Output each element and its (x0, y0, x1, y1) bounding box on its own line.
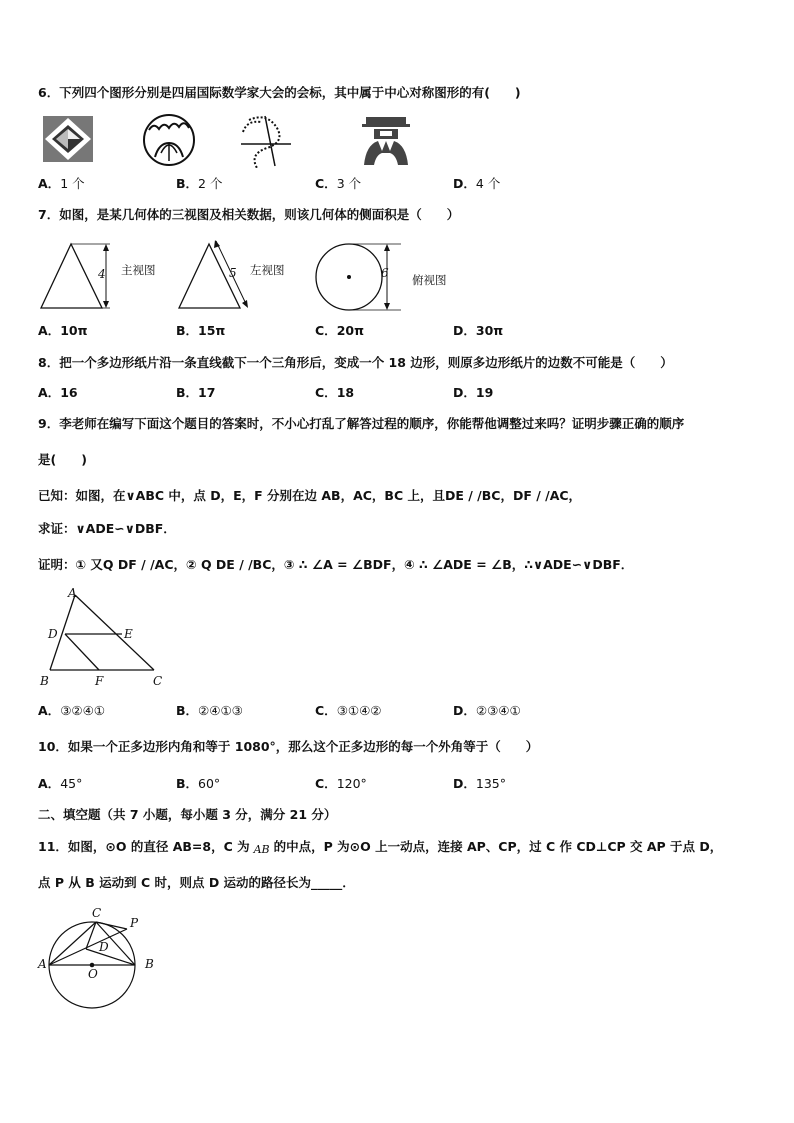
q11-label-c: C (92, 906, 102, 920)
q7-left-label: 左视图 (250, 263, 285, 277)
q9-label-a: A (68, 586, 77, 600)
q6-text: 6．下列四个图形分别是四届国际数学家大会的会标，其中属于中心对称图形的有( ) (38, 85, 521, 100)
q9-label-c: C (153, 674, 163, 688)
q7-option-b[interactable]: B．15π (176, 323, 226, 338)
q9-given: 已知：如图，在∨ABC 中，点 D，E，F 分别在边 AB，AC，BC 上，且DE / /BC，DF / /AC， (38, 488, 582, 503)
q9-proof: 证明：① 又Q DF / /AC，② Q DE / /BC，③ ∴ ∠A = ∠BDF，④ ∴ ∠ADE = ∠B，∴∨ADE∽∨DBF． (38, 557, 634, 572)
q9-prove: 求证：∨ADE∽∨DBF． (38, 521, 176, 536)
arc-ab: AB (253, 843, 270, 856)
q11-label-o: O (88, 967, 98, 981)
q9-option-a[interactable]: A．③②④① (38, 703, 106, 718)
q9-line2: 是( ) (38, 452, 87, 467)
q7-top-label: 俯视图 (412, 273, 447, 287)
q9-label-e: E (124, 627, 133, 641)
q8-text: 8．把一个多边形纸片沿一条直线截下一个三角形后，变成一个 18 边形，则原多边形纸片的边数不可能是（ ） (38, 355, 673, 370)
logo-2-icon (141, 113, 197, 167)
q8-option-b[interactable]: B．17 (176, 385, 216, 400)
q8-option-c[interactable]: C．18 (315, 385, 355, 400)
q11-line1: 11．如图，⊙O 的直径 AB=8，C 为 AB 的中点，P 为⊙O 上一动点，连接 AP、CP，过 C 作 CD⊥CP 交 AP 于点 D， (38, 838, 722, 857)
section-2-heading: 二、填空题（共 7 小题，每小题 3 分，满分 21 分） (38, 807, 337, 822)
q9-option-c[interactable]: C．③①④② (315, 703, 382, 718)
q7-text: 7．如图，是某几何体的三视图及相关数据，则该几何体的侧面积是（ ） (38, 207, 460, 222)
q9-option-b[interactable]: B．②④①③ (176, 703, 243, 718)
logo-3-icon (237, 112, 295, 168)
q11-label-p: P (130, 916, 139, 930)
logo-1-icon (42, 115, 94, 163)
q9-line1: 9．李老师在编写下面这个题目的答案时，不小心打乱了解答过程的顺序，你能帮他调整过来吗？证明步骤正确的顺序 (38, 416, 685, 431)
q10-option-b[interactable]: B．60° (176, 776, 221, 791)
q7-option-a[interactable]: A．10π (38, 323, 88, 338)
q9-label-b: B (40, 674, 49, 688)
q6-option-d[interactable]: D．4 个 (453, 176, 501, 191)
q10-text: 10．如果一个正多边形内角和等于 1080°，那么这个正多边形的每一个外角等于（ ） (38, 739, 539, 754)
q11-line2: 点 P 从 B 运动到 C 时，则点 D 运动的路径长为_____． (38, 875, 355, 890)
q7-front-view (38, 240, 118, 312)
q9-label-f: F (95, 674, 104, 688)
q7-left-view (176, 240, 256, 312)
q11-circle-figure (38, 905, 158, 1010)
q7-left-dim: 5 (229, 266, 237, 280)
q10-option-c[interactable]: C．120° (315, 776, 367, 791)
q7-option-d[interactable]: D．30π (453, 323, 504, 338)
q9-label-d: D (48, 627, 58, 641)
q7-front-dim: 4 (98, 267, 106, 281)
q10-option-a[interactable]: A．45° (38, 776, 83, 791)
q6-option-c[interactable]: C．3 个 (315, 176, 362, 191)
q7-front-label: 主视图 (121, 263, 156, 277)
q8-option-a[interactable]: A．16 (38, 385, 78, 400)
q8-option-d[interactable]: D．19 (453, 385, 494, 400)
q9-option-d[interactable]: D．②③④① (453, 703, 521, 718)
q10-option-d[interactable]: D．135° (453, 776, 506, 791)
q11-label-b: B (145, 957, 154, 971)
q7-top-dim: 6 (381, 266, 389, 280)
logo-4-icon (358, 113, 414, 167)
q6-option-a[interactable]: A．1 个 (38, 176, 85, 191)
q7-option-c[interactable]: C．20π (315, 323, 364, 338)
q11-label-d: D (99, 940, 109, 954)
q7-top-view (315, 240, 405, 312)
q11-label-a: A (38, 957, 47, 971)
q6-option-b[interactable]: B．2 个 (176, 176, 223, 191)
